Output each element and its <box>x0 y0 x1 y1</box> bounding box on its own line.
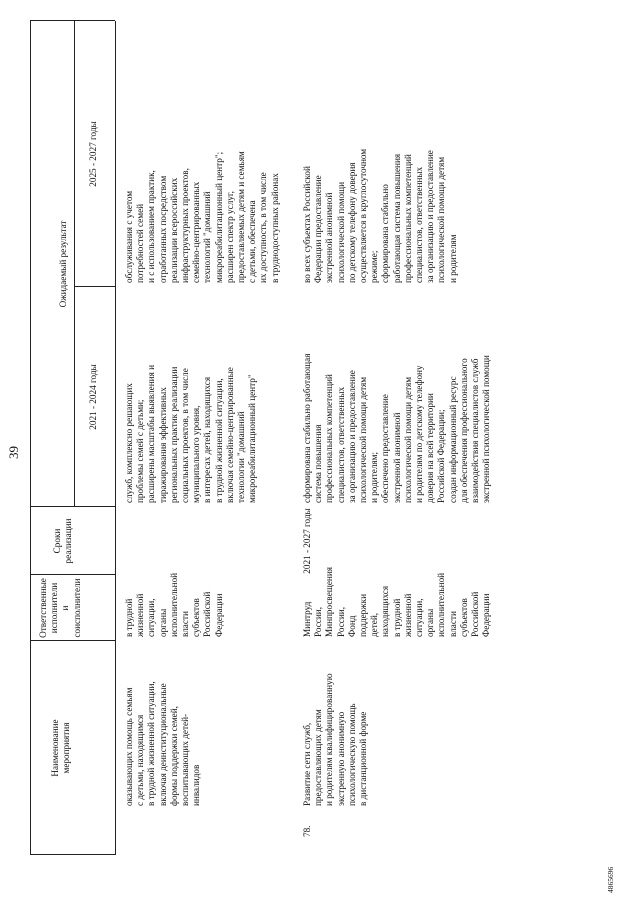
row1-name: оказывающих помощь семьям с детьми, находящимся в трудной жизненной ситуации, включая деинституциональные формы поддержки семей, воспитывающих детей- инвалидов <box>124 681 202 806</box>
header-executors: Ответственные исполнители и соисполнители <box>38 578 82 638</box>
header-name: Наименование мероприятия <box>50 719 72 777</box>
col-divider-right <box>30 20 115 21</box>
header-period-2025-2027: 2025 - 2027 годы <box>88 121 98 187</box>
row1-executors: в трудной жизненной ситуации, органы исполнительной власти субъектов Российской Федерации <box>124 572 224 637</box>
row78-executors: Минтруд России, Минпросвещения России, Фонд поддержки детей, находящихся в трудной жизненной ситуации, органы исполнительной власти субъектов Российской Федерации <box>302 567 492 637</box>
table-top-border <box>30 21 31 855</box>
header-period-2021-2024: 2021 - 2024 годы <box>88 364 98 430</box>
col-divider-left <box>30 854 115 855</box>
row78-result-2021-2024: сформирована стабильно работающая система повышения профессиональных компетенций специалистов, ответственных за организацию и предоставление психологической помощи детям и родителям; обеспечено предоставление экстренной анонимной психологической помощи детям и родителям по детскому телефону доверия на всей территории Российской Федерации; создан информационный ресурс для обеспечения профессионального взаимодействия специалистов служб экстренной психологической помощи <box>302 353 492 503</box>
table-header-bottom-border <box>115 21 116 855</box>
row1-result-2025-2027: обслуживания с учетом потребностей семей и с использованием практик, отработанных посредством реализации всероссийских инфраструктурных проектов, семейно-центрированных технологий "домашний микрореабилитационный центр"; расширен спектр услуг, предоставляемых детям и семьям с детьми, обеспечена их доступность, в том числе в труднодоступных районах <box>124 151 280 283</box>
expected-result-divider <box>74 21 75 507</box>
row1-result-2021-2024: служб, комплексно решающих проблемы семей с детьми; расширены масштабы выявления и тиражирования эффективных региональных практик реализации социальных проектов, в том числе муниципального уровня, в интересах детей, находящихся в трудной жизненной ситуации, включая семейно-центрированные технологии "домашний микрореабилитационный центр" <box>124 364 258 503</box>
header-terms: Сроки реализации <box>52 518 74 564</box>
header-expected-result: Ожидаемый результат <box>58 220 68 308</box>
row78-number: 78. <box>302 825 312 837</box>
row78-terms: 2021 - 2027 годы <box>302 508 312 574</box>
document-id: 4865696 <box>606 866 615 893</box>
row78-result-2025-2027: во всех субъектах Российской Федерации предоставление экстренной анонимной психологической помощи по детскому телефону доверия осуществляется в круглосуточном режиме; сформирована стабильно работающая система повышения профессиональных компетенций специалистов, ответственных за организацию и предоставление психологической помощи детям и родителям <box>302 148 458 283</box>
row78-name: Развитие сети служб, предоставляющих детям и родителям квалифицированную экстренную анонимную психологическую помощь в дистанционной форме <box>302 673 369 806</box>
page-number: 39 <box>6 446 21 459</box>
